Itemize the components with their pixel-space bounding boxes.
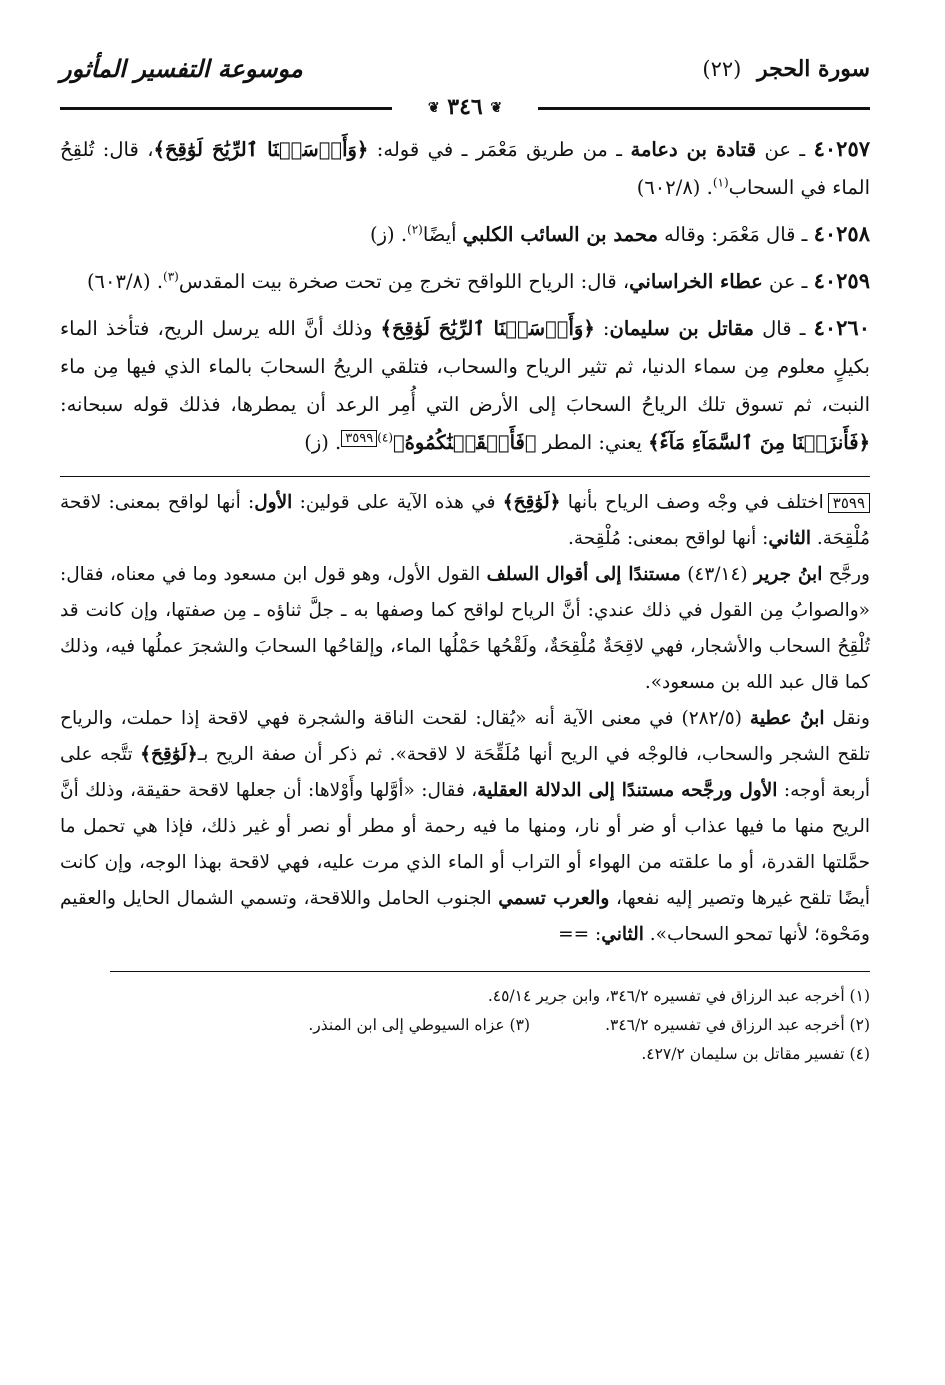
page-number: ٣٤٦ xyxy=(447,94,483,120)
footnotes xyxy=(60,982,870,1069)
bold-text: الثاني xyxy=(601,924,644,945)
bold-text: الأول xyxy=(254,492,293,513)
narration-entry xyxy=(60,215,870,254)
body-text: . (ز) xyxy=(304,431,342,454)
ornament-icon: ❦ xyxy=(427,100,440,116)
body-text: وذلك أنَّ الله يرسل الريح، فتأخذ الماء بكيلٍ معلوم مِن سماء الدنيا، ثم تثير الرياح والسحاب، فتلقي الريحُ السحابَ بالماء الذي فيها مِن ماء النبت، ثم تسوق تلك الرياحُ السحابَ إلى الأرض التي أُمِر الرعد أن يمطرها، فذلك قوله سبحانه: xyxy=(60,317,870,416)
header-rule-right xyxy=(538,107,870,110)
footnote-2: (٢) أخرجه عبد الرزاق في تفسيره ٣٤٦/٢. xyxy=(605,1016,870,1034)
bold-text: ﴿فَأَنزَلۡنَا مِنَ ٱلسَّمَآءِ مَآءٗ﴾ xyxy=(648,431,870,454)
body-text: : == xyxy=(558,924,602,945)
body-text: ـ عن xyxy=(756,138,806,161)
bold-text: والعرب تسمي xyxy=(498,888,610,909)
body-text: : xyxy=(594,317,610,340)
book-title: موسوعة التفسير المأثور xyxy=(60,54,303,83)
body-text: ورجَّح xyxy=(822,564,870,585)
entry-number: ٤٠٢٥٩ xyxy=(813,268,870,293)
commentary-paragraph xyxy=(60,701,870,953)
entry-number: ٤٠٢٥٨ xyxy=(813,221,870,246)
narration-entry xyxy=(60,309,870,462)
footnote-4: (٤) تفسير مقاتل بن سليمان ٤٢٧/٢. xyxy=(641,1045,870,1063)
header-rule-left xyxy=(60,107,392,110)
footnote-marker: (٤) xyxy=(377,430,394,445)
bold-text: ابنُ جرير xyxy=(754,564,823,585)
body-text: ـ قال مَعْمَر: وقاله xyxy=(657,223,808,246)
bold-text: الثاني xyxy=(768,528,811,549)
surah-header xyxy=(702,56,870,82)
body-text: : أنها لواقح بمعنى: لاقحة مُلْقِحَة. xyxy=(60,492,870,549)
commentary-paragraph xyxy=(60,485,870,557)
footnote-separator xyxy=(60,971,870,972)
bold-text: ﴿وَأَرۡسَلۡنَا ٱلرِّيَٰحَ لَوَٰقِحَ﴾ xyxy=(380,317,595,340)
body-text: ، فقال: «أوَّلها وأَوْلاها: أن جعلها لاقحة حقيقة، وذلك أنَّ الريح منها ما فيها عذاب أو ضر أو نار، ومنها ما فيه رحمة أو مطر أو نصر أو غير ذلك، فإذا هي تحمل ما حمَّلتها القدرة، أو ما علقته من الهواء أو التراب أو الماء الذي مرت عليه، فهي لاقحة بهذا الوجه، وإن كانت أيضًا تلقح غيرها وتصير إليه نفعها، xyxy=(60,780,870,909)
body-text: تتَّجه على أربعة أوجه: xyxy=(60,744,871,801)
narration-entry xyxy=(60,262,870,301)
body-text: في هذه الآية على قولين: xyxy=(292,492,503,513)
surah-number: (٢٢) xyxy=(702,57,742,81)
commentary-paragraph xyxy=(60,557,870,701)
bold-text: ﴿فَأَسۡقَيۡنَٰكُمُوهُ﴾ xyxy=(393,431,537,454)
footnote-marker: (٣) xyxy=(163,269,179,284)
footnote-3: (٣) عزاه السيوطي إلى ابن المنذر. xyxy=(308,1016,530,1034)
bold-text: الأول ورجَّحه مستندًا إلى الدلالة العقلية xyxy=(477,780,778,801)
body-text: ، قال: الرياح اللواقح تخرج مِن تحت صخرة بيت المقدس xyxy=(178,270,630,293)
ornament-icon: ❦ xyxy=(490,100,503,116)
body-text: ونقل xyxy=(824,708,870,729)
bold-text: ﴿لَوَٰقِحَ﴾ xyxy=(140,744,198,765)
body-text: ـ قال xyxy=(753,317,806,340)
body-text: . (ز) xyxy=(369,223,408,246)
bold-text: ﴿لَوَٰقِحَ﴾ xyxy=(502,492,561,513)
body-text: . (٦٠٣/٨) xyxy=(86,270,164,293)
body-text: يعني: المطر xyxy=(536,431,649,454)
bold-text: ابنُ عطية xyxy=(749,708,825,729)
narration-entry xyxy=(60,130,870,207)
footnote-marker: (٢) xyxy=(407,222,423,237)
body-text: ـ من طريق مَعْمَر ـ في قوله: xyxy=(368,138,631,161)
bold-text: مستندًا إلى أقوال السلف xyxy=(486,564,681,585)
body-text: (٤٣/١٤) xyxy=(680,564,755,585)
body-text: (٢٨٢/٥) في معنى الآية أنه «يُقال: لقحت الناقة والشجرة فهي لاقحة إذا حملت، والرياح تلقح الشجر والسحاب، فالوجْه في الريح أنها مُلَقِّحَة لا لاقحة». ثم ذكر أن صفة الريح بـ xyxy=(60,708,871,765)
commentary-ref-box: ٣٥٩٩ xyxy=(341,430,377,447)
body-text: الجنوب الحامل واللاقحة، وتسمي الشمال الحايل والعقيم ومَحْوة؛ لأنها تمحو السحاب». xyxy=(60,888,870,945)
page-number-block xyxy=(400,94,530,120)
body-text: . (٦٠٢/٨) xyxy=(636,176,713,199)
bold-text: مقاتل بن سليمان xyxy=(609,317,754,340)
body-text: اختلف في وجْه وصف الرياح بأنها xyxy=(560,492,824,513)
entry-number: ٤٠٢٦٠ xyxy=(813,315,870,340)
footnote-row xyxy=(60,1011,870,1040)
entry-number: ٤٠٢٥٧ xyxy=(813,136,871,161)
body-text: ، قال: تُلقِحُ الماء في السحاب xyxy=(60,138,870,199)
body-text: القول الأول، وهو قول ابن مسعود وما في معناه، فقال: «والصوابُ مِن القول في ذلك عندي: أنَّ الرياح لواقح كما وصفها به ـ جلَّ ثناؤه ـ مِن صفتها، وإن كانت قد تُلْقِحُ السحاب والأشجار، فهي لاقِحَةٌ مُلْقِحَةٌ، ولَقْحُها حَمْلُها الماء، وإلقاحُها السحابَ والشجرَ عملُها فيه، وذلك كما قال عبد الله بن مسعود». xyxy=(60,564,870,693)
body-text: : أنها لواقح بمعنى: مُلْقِحة. xyxy=(567,528,769,549)
commentary-separator xyxy=(60,476,870,477)
body-text: أيضًا xyxy=(422,223,463,246)
bold-text: قتادة بن دعامة xyxy=(630,138,757,161)
footnote-1: (١) أخرجه عبد الرزاق في تفسيره ٣٤٦/٢، وابن جرير ٤٥/١٤. xyxy=(487,987,870,1005)
bold-text: محمد بن السائب الكلبي xyxy=(462,223,658,246)
header-rule xyxy=(60,94,870,120)
bold-text: ﴿وَأَرۡسَلۡنَا ٱلرِّيَٰحَ لَوَٰقِحَ﴾ xyxy=(153,138,369,161)
surah-title: سورة الحجر xyxy=(757,56,870,82)
body-text: ـ عن xyxy=(762,270,808,293)
bold-text: عطاء الخراساني xyxy=(629,270,763,293)
book-page xyxy=(60,50,870,1069)
commentary-block xyxy=(60,485,870,953)
running-header xyxy=(60,50,870,98)
commentary-number-box: ٣٥٩٩ xyxy=(828,493,870,513)
footnote-marker: (١) xyxy=(712,175,729,190)
narration-entries xyxy=(60,130,870,462)
